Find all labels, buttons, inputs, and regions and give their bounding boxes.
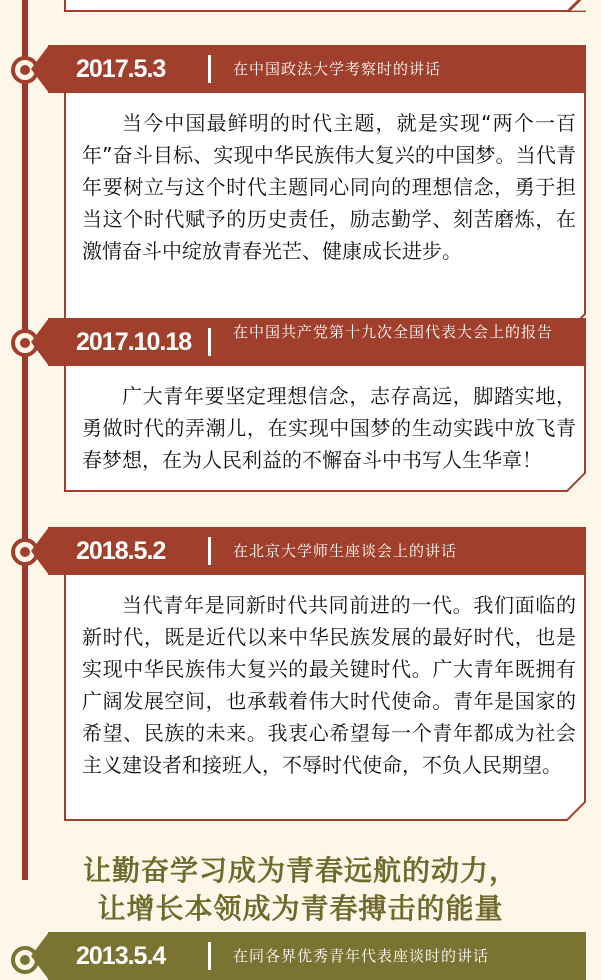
- header-arrow-icon: [31, 318, 49, 366]
- entry-header: [48, 527, 586, 575]
- entry-body: [64, 575, 586, 821]
- corner-fold-icon: [566, 801, 586, 821]
- entry-venue: 在中国政法大学考察时的讲话: [233, 60, 442, 78]
- entry-date: 2018.5.2: [76, 537, 166, 565]
- previous-card-tail: [64, 0, 586, 12]
- entry-header: [48, 318, 586, 366]
- header-arrow-icon: [31, 45, 49, 93]
- timeline-entry: [48, 318, 586, 492]
- entry-text: 当今中国最鲜明的时代主题，就是实现“两个一百年”奋斗目标、实现中华民族伟大复兴的中国梦。当代青年要树立与这个时代主题同心同向的理想信念，勇于担当这个时代赋予的历史责任，励志勤学、刻苦磨炼，在激情奋斗中绽放青春光芒、健康成长进步。: [82, 111, 576, 263]
- entry-date: 2013.5.4: [76, 942, 166, 970]
- entry-body: [64, 93, 586, 333]
- slogan-line-2: 让增长本领成为青春搏击的能量: [97, 892, 504, 925]
- entry-date: 2017.10.18: [76, 328, 192, 356]
- section-slogan: [0, 852, 601, 928]
- corner-fold-icon: [566, 472, 586, 492]
- entry-venue: 在同各界优秀青年代表座谈时的讲话: [233, 947, 490, 965]
- timeline-entry: [48, 527, 586, 821]
- header-arrow-icon: [31, 932, 49, 980]
- slogan-line-1: 让勤奋学习成为青春远航的动力，: [82, 854, 518, 887]
- next-entry-header: [48, 932, 586, 980]
- timeline-entry: [48, 45, 586, 333]
- entry-body: [64, 366, 586, 492]
- entry-date: 2017.5.3: [76, 55, 166, 83]
- entry-venue: 在北京大学师生座谈会上的讲话: [233, 542, 458, 560]
- header-separator: [208, 537, 211, 565]
- entry-text: 当代青年是同新时代共同前进的一代。我们面临的新时代，既是近代以来中华民族发展的最好时代，也是实现中华民族伟大复兴的最关键时代。广大青年既拥有广阔发展空间，也承载着伟大时代使命。青年是国家的希望、民族的未来。我衷心希望每一个青年都成为社会主义建设者和接班人，不辱时代使命，不负人民期望。: [82, 593, 576, 777]
- header-arrow-icon: [31, 527, 49, 575]
- entry-header: [48, 45, 586, 93]
- timeline-line: [22, 0, 28, 880]
- entry-text: 广大青年要坚定理想信念，志存高远，脚踏实地，勇做时代的弄潮儿，在实现中国梦的生动实践中放飞青春梦想，在为人民利益的不懈奋斗中书写人生华章！: [82, 384, 576, 472]
- header-separator: [208, 328, 211, 356]
- entry-venue: 在中国共产党第十九次全国代表大会上的报告: [233, 323, 554, 341]
- header-separator: [208, 942, 211, 970]
- header-separator: [208, 55, 211, 83]
- corner-fold-icon: [566, 0, 586, 12]
